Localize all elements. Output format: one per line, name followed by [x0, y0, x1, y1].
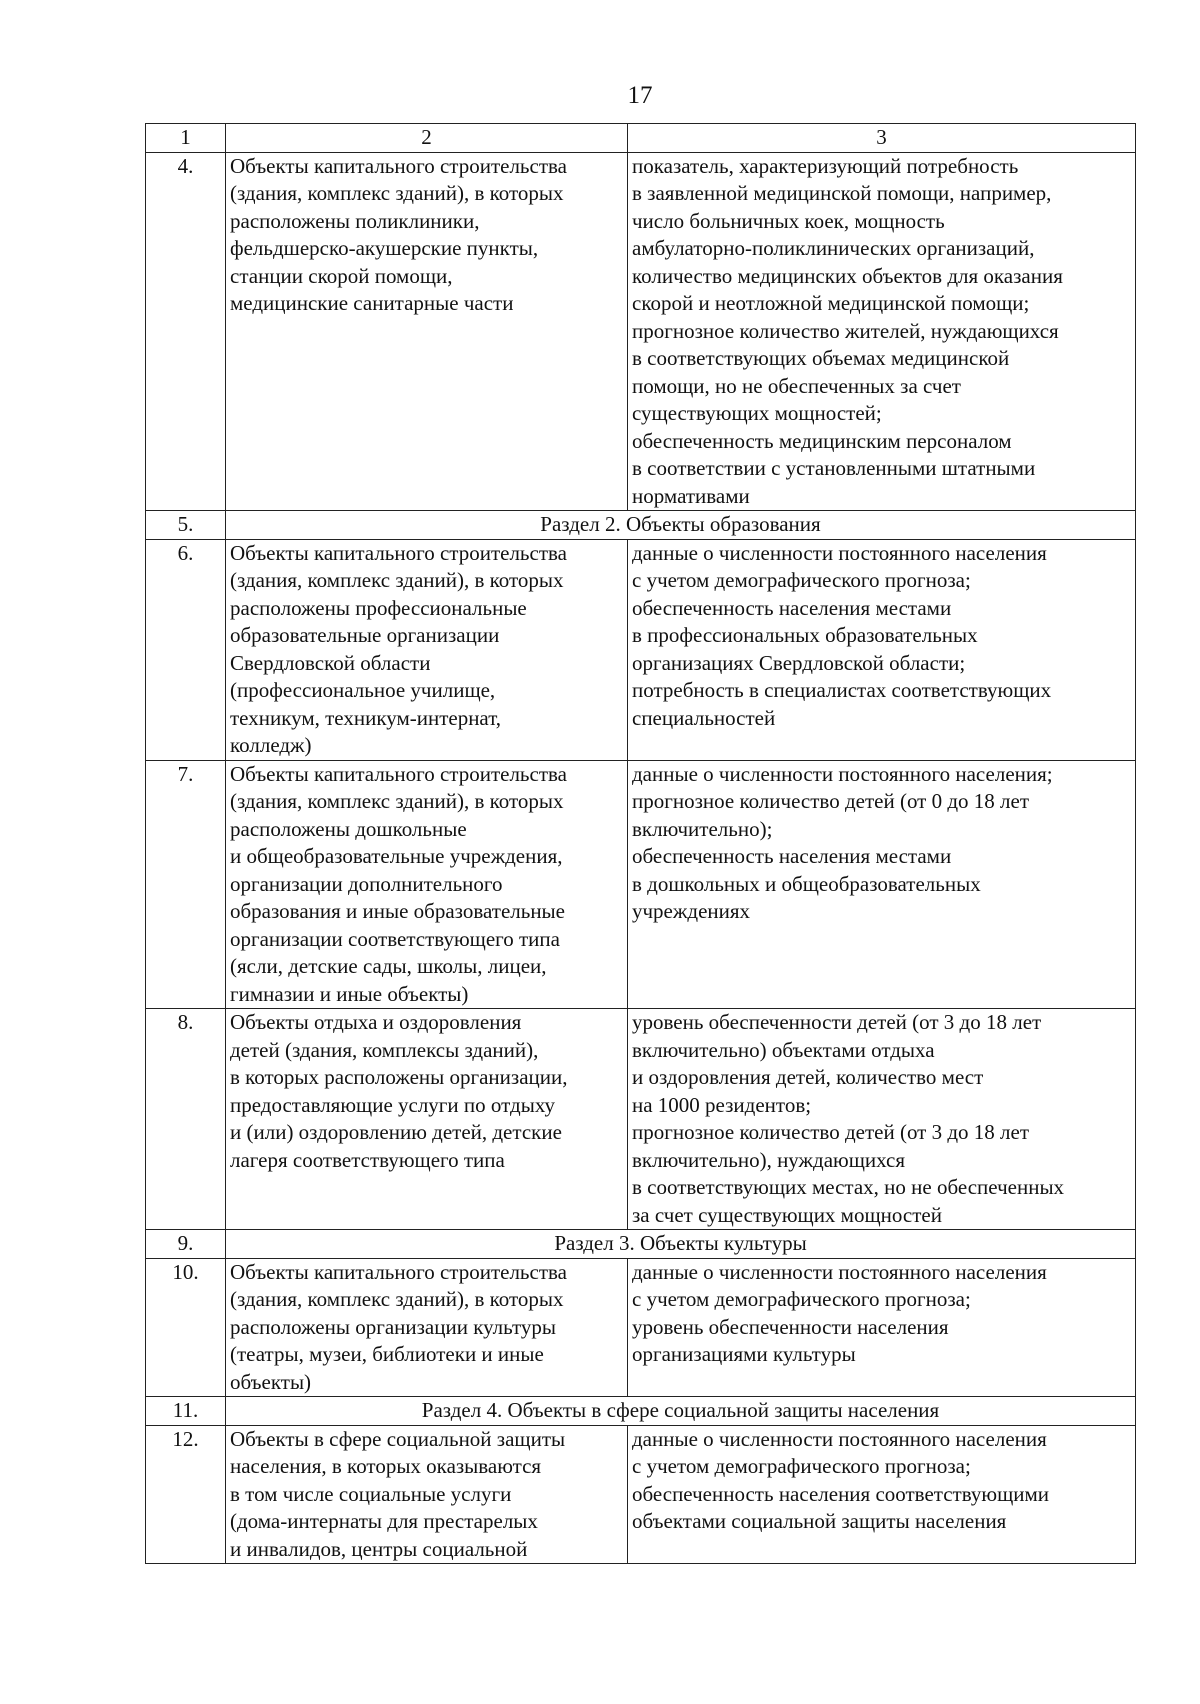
text-line: (профессиональное училище, [230, 678, 496, 702]
section-row [146, 511, 1136, 540]
table-header-row [146, 124, 1136, 153]
text-line: за счет существующих мощностей [632, 1202, 942, 1227]
indicator-cell [628, 152, 1136, 511]
text-line: Объекты капитального строительства [230, 153, 567, 178]
text-line: объекты) [230, 1369, 312, 1394]
text-line: в дошкольных и общеобразовательных [632, 871, 981, 896]
text-line: данные о численности постоянного населения [632, 1426, 1047, 1451]
text-line: образовательные организации [230, 623, 500, 647]
text-line: прогнозное количество детей (от 3 до 18 лет [632, 1120, 1030, 1144]
requirements-table [145, 123, 1136, 1564]
text-line: Объекты в сфере социальной защиты [230, 1426, 566, 1451]
text-line: включительно); [632, 816, 773, 841]
header-col-2: 2 [226, 124, 628, 153]
table-row [146, 1009, 1136, 1230]
object-type-cell [226, 152, 628, 511]
text-line: в которых расположены организации, [230, 1065, 568, 1089]
table-row [146, 152, 1136, 511]
text-line: обеспеченность медицинским персоналом [632, 428, 1012, 453]
row-number: 9. [146, 1230, 226, 1259]
row-number: 5. [146, 511, 226, 540]
section-row [146, 1230, 1136, 1259]
text-line: уровень обеспеченности детей (от 3 до 18 лет [632, 1010, 1042, 1034]
text-line: детей (здания, комплексы зданий), [230, 1037, 539, 1062]
section-title: Раздел 4. Объекты в сфере социальной защиты населения [226, 1397, 1136, 1426]
text-line: число больничных коек, мощность [632, 208, 945, 233]
text-line: в соответствующих местах, но не обеспеченных [632, 1175, 1065, 1199]
text-line: с учетом демографического прогноза; [632, 1454, 971, 1478]
text-line: расположены организации культуры [230, 1314, 556, 1339]
text-line: Объекты капитального строительства [230, 540, 567, 565]
text-line: данные о численности постоянного населения [632, 1259, 1047, 1284]
text-line: с учетом демографического прогноза; [632, 1287, 971, 1311]
text-line: данные о численности постоянного населения; [632, 761, 1053, 786]
text-line: помощи, но не обеспеченных за счет [632, 373, 961, 398]
text-line: в соответствии с установленными штатными [632, 456, 1036, 480]
text-line: и инвалидов, центры социальной [230, 1536, 528, 1561]
text-line: организации соответствующего типа [230, 926, 560, 951]
table-row [146, 1425, 1136, 1564]
text-line: в заявленной медицинской помощи, например, [632, 181, 1052, 205]
page-number: 17 [627, 82, 653, 109]
text-line: станции скорой помощи, [230, 263, 453, 288]
text-line: данные о численности постоянного населения [632, 540, 1047, 565]
text-line: лагеря соответствующего типа [230, 1147, 505, 1172]
text-line: (ясли, детские сады, школы, лицеи, [230, 954, 547, 978]
object-type-cell [226, 1258, 628, 1397]
table-row [146, 1258, 1136, 1397]
text-line: прогнозное количество детей (от 0 до 18 лет [632, 789, 1030, 813]
row-number: 7. [146, 760, 226, 1009]
text-line: существующих мощностей; [632, 401, 882, 425]
text-line: Объекты капитального строительства [230, 1259, 567, 1284]
text-line: объектами социальной защиты населения [632, 1509, 1007, 1533]
header-col-1: 1 [146, 124, 226, 153]
text-line: (здания, комплекс зданий), в которых [230, 568, 564, 592]
object-type-cell [226, 760, 628, 1009]
indicator-cell [628, 760, 1136, 1009]
text-line: расположены поликлиники, [230, 208, 480, 233]
text-line: предоставляющие услуги по отдыху [230, 1092, 556, 1117]
text-line: на 1000 резидентов; [632, 1092, 812, 1117]
text-line: учреждениях [632, 899, 751, 923]
text-line: включительно) объектами отдыха [632, 1037, 935, 1062]
text-line: (здания, комплекс зданий), в которых [230, 1287, 564, 1311]
text-line: организации дополнительного [230, 871, 503, 896]
text-line: Объекты отдыха и оздоровления [230, 1010, 522, 1034]
text-line: с учетом демографического прогноза; [632, 568, 971, 592]
text-line: потребность в специалистах соответствующих [632, 678, 1052, 702]
header-col-3: 3 [628, 124, 1136, 153]
text-line: (дома-интернаты для престарелых [230, 1509, 538, 1533]
text-line: амбулаторно-поликлинических организаций, [632, 236, 1035, 260]
text-line: колледж) [230, 733, 312, 757]
indicator-cell [628, 1258, 1136, 1397]
object-type-cell [226, 1009, 628, 1230]
text-line: прогнозное количество жителей, нуждающихся [632, 318, 1059, 343]
text-line: техникум, техникум-интернат, [230, 705, 502, 730]
text-line: уровень обеспеченности населения [632, 1314, 949, 1339]
text-line: обеспеченность населения местами [632, 595, 952, 620]
text-line: в соответствующих объемах медицинской [632, 346, 1010, 370]
table-row [146, 760, 1136, 1009]
section-title: Раздел 3. Объекты культуры [226, 1230, 1136, 1259]
text-line: показатель, характеризующий потребность [632, 153, 1019, 178]
text-line: включительно), нуждающихся [632, 1147, 906, 1172]
text-line: населения, в которых оказываются [230, 1454, 542, 1478]
text-line: и оздоровления детей, количество мест [632, 1065, 984, 1089]
indicator-cell [628, 1425, 1136, 1564]
row-number: 4. [146, 152, 226, 511]
text-line: обеспеченность населения соответствующими [632, 1481, 1050, 1506]
row-number: 11. [146, 1397, 226, 1426]
text-line: расположены профессиональные [230, 595, 527, 620]
text-line: Объекты капитального строительства [230, 761, 567, 786]
text-line: образования и иные образовательные [230, 899, 565, 923]
row-number: 10. [146, 1258, 226, 1397]
text-line: организациями культуры [632, 1342, 856, 1366]
text-line: организациях Свердловской области; [632, 650, 966, 675]
row-number: 8. [146, 1009, 226, 1230]
text-line: расположены дошкольные [230, 816, 467, 841]
section-title: Раздел 2. Объекты образования [226, 511, 1136, 540]
indicator-cell [628, 1009, 1136, 1230]
object-type-cell [226, 1425, 628, 1564]
text-line: нормативами [632, 483, 750, 508]
text-line: Свердловской области [230, 650, 431, 675]
text-line: (здания, комплекс зданий), в которых [230, 789, 564, 813]
row-number: 12. [146, 1425, 226, 1564]
text-line: (здания, комплекс зданий), в которых [230, 181, 564, 205]
text-line: медицинские санитарные части [230, 291, 514, 315]
text-line: скорой и неотложной медицинской помощи; [632, 291, 1030, 315]
section-row [146, 1397, 1136, 1426]
text-line: количество медицинских объектов для оказания [632, 263, 1063, 288]
text-line: обеспеченность населения местами [632, 844, 952, 868]
table-row [146, 539, 1136, 760]
text-line: и (или) оздоровлению детей, детские [230, 1120, 562, 1144]
text-line: и общеобразовательные учреждения, [230, 844, 563, 868]
text-line: в том числе социальные услуги [230, 1481, 512, 1506]
indicator-cell [628, 539, 1136, 760]
text-line: в профессиональных образовательных [632, 623, 978, 647]
row-number: 6. [146, 539, 226, 760]
text-line: (театры, музеи, библиотеки и иные [230, 1342, 544, 1366]
text-line: специальностей [632, 705, 776, 730]
text-line: гимназии и иные объекты) [230, 981, 469, 1006]
object-type-cell [226, 539, 628, 760]
text-line: фельдшерско-акушерские пункты, [230, 236, 539, 260]
